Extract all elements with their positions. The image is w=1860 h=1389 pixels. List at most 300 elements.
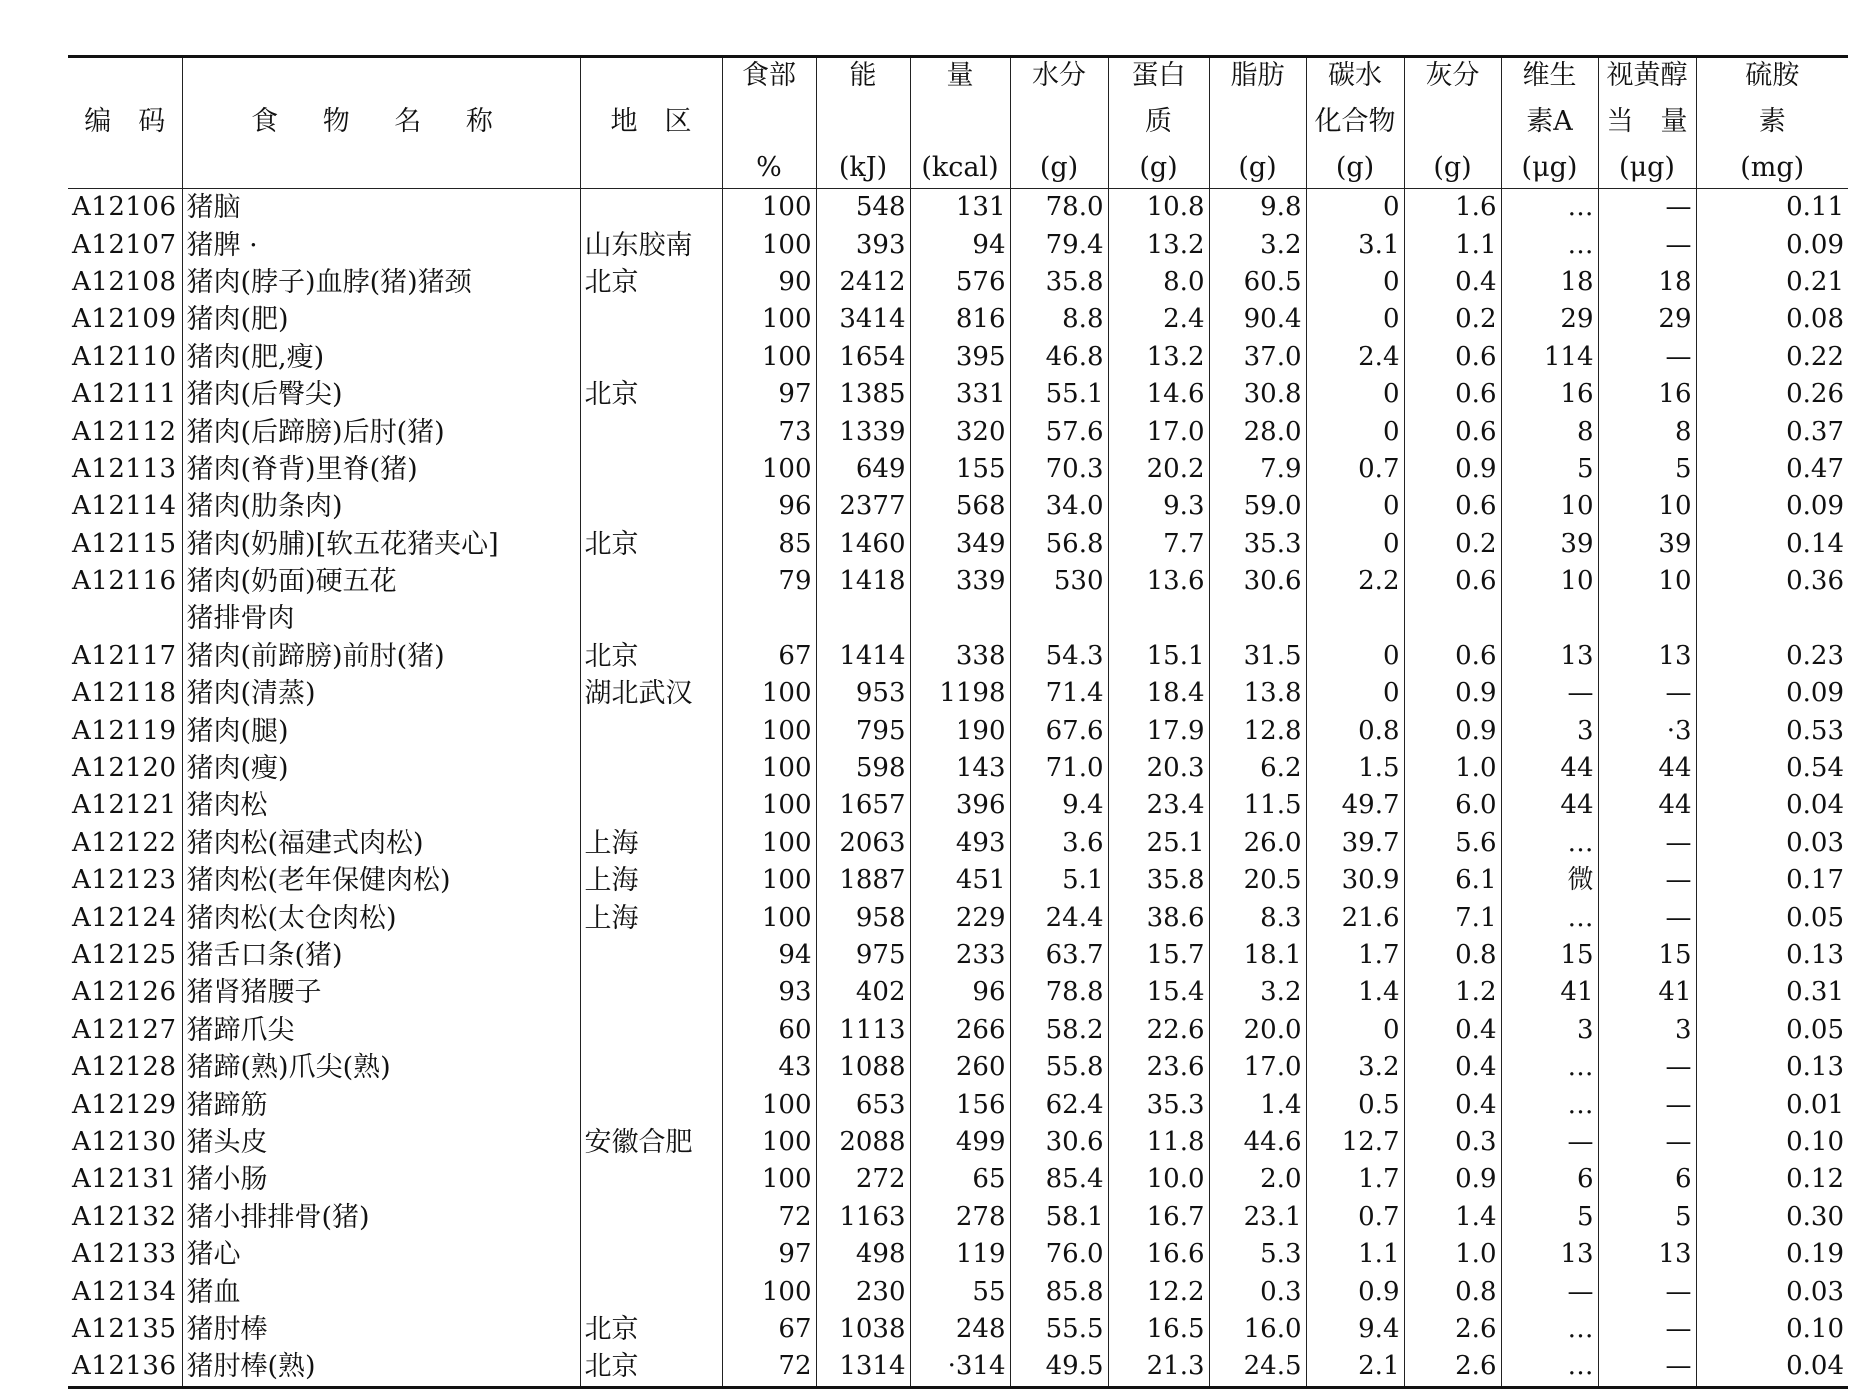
cell-energy-kj: 649 bbox=[816, 451, 910, 488]
cell-water: 3.6 bbox=[1010, 825, 1108, 862]
cell-food-name: 猪肉(清蒸) bbox=[182, 675, 580, 712]
cell-ash: 0.6 bbox=[1404, 339, 1501, 376]
cell-food-name: 猪蹄爪尖 bbox=[182, 1012, 580, 1049]
cell-energy-kj: 1088 bbox=[816, 1049, 910, 1086]
cell-vitamin-a: … bbox=[1501, 226, 1598, 263]
cell-thiamin: 0.19 bbox=[1696, 1236, 1848, 1273]
cell-ash: 5.6 bbox=[1404, 825, 1501, 862]
cell-region bbox=[580, 600, 722, 637]
cell-energy-kcal: 451 bbox=[910, 862, 1010, 899]
cell-protein: 17.9 bbox=[1108, 712, 1209, 749]
cell-carb: 1.7 bbox=[1306, 937, 1404, 974]
cell-code: A12127 bbox=[72, 1014, 177, 1045]
cell-water bbox=[1010, 600, 1108, 637]
cell-vitamin-a: — bbox=[1501, 1273, 1598, 1310]
table-row bbox=[68, 600, 1848, 637]
cell-carb: 0 bbox=[1306, 488, 1404, 525]
cell-protein: 13.2 bbox=[1108, 339, 1209, 376]
cell-retinol: 15 bbox=[1598, 937, 1696, 974]
cell-water: 55.8 bbox=[1010, 1049, 1108, 1086]
cell-retinol: 3 bbox=[1598, 1012, 1696, 1049]
cell-thiamin: 0.12 bbox=[1696, 1161, 1848, 1198]
cell-vitamin-a bbox=[1501, 600, 1598, 637]
cell-food-name: 猪脑 bbox=[182, 189, 580, 227]
cell-vitamin-a: 44 bbox=[1501, 787, 1598, 824]
cell-ash: 1.0 bbox=[1404, 750, 1501, 787]
cell-protein: 7.7 bbox=[1108, 526, 1209, 563]
cell-water: 62.4 bbox=[1010, 1086, 1108, 1123]
header-water: 水分 (g) bbox=[1010, 57, 1108, 189]
cell-energy-kj: 1385 bbox=[816, 376, 910, 413]
cell-ash: 0.9 bbox=[1404, 712, 1501, 749]
cell-fat: 0.3 bbox=[1209, 1273, 1306, 1310]
table-row bbox=[68, 899, 1848, 936]
cell-energy-kcal: 816 bbox=[910, 301, 1010, 338]
cell-water: 58.1 bbox=[1010, 1199, 1108, 1236]
cell-vitamin-a: — bbox=[1501, 675, 1598, 712]
cell-thiamin: 0.21 bbox=[1696, 264, 1848, 301]
cell-thiamin: 0.05 bbox=[1696, 1012, 1848, 1049]
table-row bbox=[68, 488, 1848, 525]
table-row bbox=[68, 301, 1848, 338]
cell-vitamin-a: 3 bbox=[1501, 712, 1598, 749]
cell-ash: 1.1 bbox=[1404, 226, 1501, 263]
cell-code: A12133 bbox=[72, 1239, 177, 1270]
cell-ash: 0.4 bbox=[1404, 1086, 1501, 1123]
cell-carb: 1.4 bbox=[1306, 974, 1404, 1011]
cell-carb: 0 bbox=[1306, 1012, 1404, 1049]
cell-ash: 0.6 bbox=[1404, 376, 1501, 413]
cell-edible: 43 bbox=[722, 1049, 816, 1086]
cell-water: 54.3 bbox=[1010, 638, 1108, 675]
cell-water: 35.8 bbox=[1010, 264, 1108, 301]
table-row bbox=[68, 413, 1848, 450]
cell-energy-kcal: 190 bbox=[910, 712, 1010, 749]
cell-water: 63.7 bbox=[1010, 937, 1108, 974]
cell-water: 57.6 bbox=[1010, 413, 1108, 450]
cell-region: 湖北武汉 bbox=[580, 675, 722, 712]
cell-thiamin: 0.09 bbox=[1696, 488, 1848, 525]
cell-ash: 0.6 bbox=[1404, 563, 1501, 600]
cell-retinol: 6 bbox=[1598, 1161, 1696, 1198]
cell-carb: 49.7 bbox=[1306, 787, 1404, 824]
cell-retinol: — bbox=[1598, 862, 1696, 899]
cell-edible: 100 bbox=[722, 787, 816, 824]
cell-region bbox=[580, 937, 722, 974]
cell-fat: 23.1 bbox=[1209, 1199, 1306, 1236]
cell-fat: 6.2 bbox=[1209, 750, 1306, 787]
table-row bbox=[68, 1086, 1848, 1123]
cell-fat: 20.5 bbox=[1209, 862, 1306, 899]
table-row bbox=[68, 339, 1848, 376]
cell-vitamin-a: 114 bbox=[1501, 339, 1598, 376]
cell-retinol: — bbox=[1598, 1311, 1696, 1348]
cell-energy-kj: 653 bbox=[816, 1086, 910, 1123]
cell-food-name: 猪肉(肥) bbox=[182, 301, 580, 338]
cell-edible: 67 bbox=[722, 1311, 816, 1348]
cell-vitamin-a: 16 bbox=[1501, 376, 1598, 413]
cell-thiamin: 0.47 bbox=[1696, 451, 1848, 488]
cell-thiamin: 0.23 bbox=[1696, 638, 1848, 675]
header-vitamin-a: 维生 素A (μg) bbox=[1501, 57, 1598, 189]
cell-code: A12113 bbox=[72, 453, 177, 484]
cell-energy-kj: 795 bbox=[816, 712, 910, 749]
cell-food-name: 猪脾 · bbox=[182, 226, 580, 263]
cell-thiamin: 0.14 bbox=[1696, 526, 1848, 563]
cell-region bbox=[580, 301, 722, 338]
cell-thiamin: 0.11 bbox=[1696, 189, 1848, 227]
table-row bbox=[68, 1273, 1848, 1310]
table-row bbox=[68, 1012, 1848, 1049]
cell-protein: 23.4 bbox=[1108, 787, 1209, 824]
cell-energy-kj: 598 bbox=[816, 750, 910, 787]
cell-food-name: 猪肾猪腰子 bbox=[182, 974, 580, 1011]
cell-retinol: 44 bbox=[1598, 750, 1696, 787]
cell-food-name: 猪肉(肥,瘦) bbox=[182, 339, 580, 376]
cell-fat: 9.8 bbox=[1209, 189, 1306, 227]
cell-energy-kj: 1339 bbox=[816, 413, 910, 450]
cell-protein: 15.1 bbox=[1108, 638, 1209, 675]
cell-energy-kj: 1414 bbox=[816, 638, 910, 675]
cell-edible: 100 bbox=[722, 1161, 816, 1198]
cell-vitamin-a: … bbox=[1501, 1049, 1598, 1086]
table-row bbox=[68, 750, 1848, 787]
cell-ash: 0.2 bbox=[1404, 526, 1501, 563]
cell-food-name: 猪肘棒 bbox=[182, 1311, 580, 1348]
cell-edible: 90 bbox=[722, 264, 816, 301]
cell-thiamin: 0.13 bbox=[1696, 1049, 1848, 1086]
cell-carb: 0 bbox=[1306, 301, 1404, 338]
cell-code: A12128 bbox=[72, 1052, 177, 1083]
cell-code: A12126 bbox=[72, 977, 177, 1008]
cell-energy-kcal: 499 bbox=[910, 1124, 1010, 1161]
cell-protein: 20.3 bbox=[1108, 750, 1209, 787]
cell-edible: 100 bbox=[722, 1124, 816, 1161]
cell-energy-kj: 2377 bbox=[816, 488, 910, 525]
cell-ash: 0.6 bbox=[1404, 638, 1501, 675]
cell-thiamin: 0.09 bbox=[1696, 226, 1848, 263]
cell-vitamin-a: 3 bbox=[1501, 1012, 1598, 1049]
cell-fat: 16.0 bbox=[1209, 1311, 1306, 1348]
cell-food-name: 猪肉松(福建式肉松) bbox=[182, 825, 580, 862]
cell-protein: 16.5 bbox=[1108, 1311, 1209, 1348]
cell-water: 71.4 bbox=[1010, 675, 1108, 712]
cell-thiamin: 0.01 bbox=[1696, 1086, 1848, 1123]
cell-code: A12115 bbox=[72, 528, 177, 559]
header-energy-kj: 能 (kJ) bbox=[816, 57, 910, 189]
cell-ash: 0.9 bbox=[1404, 1161, 1501, 1198]
cell-edible: 67 bbox=[722, 638, 816, 675]
cell-edible: 73 bbox=[722, 413, 816, 450]
header-region: 地 区 bbox=[580, 57, 722, 189]
cell-vitamin-a: 10 bbox=[1501, 563, 1598, 600]
cell-carb: 0 bbox=[1306, 526, 1404, 563]
cell-fat: 28.0 bbox=[1209, 413, 1306, 450]
cell-vitamin-a: 39 bbox=[1501, 526, 1598, 563]
cell-code: A12120 bbox=[72, 753, 177, 784]
cell-energy-kj: 548 bbox=[816, 189, 910, 227]
cell-thiamin: 0.13 bbox=[1696, 937, 1848, 974]
cell-code: A12114 bbox=[72, 491, 177, 522]
table-row bbox=[68, 189, 1848, 227]
cell-food-name: 猪肉(瘦) bbox=[182, 750, 580, 787]
cell-water: 76.0 bbox=[1010, 1236, 1108, 1273]
cell-vitamin-a: 6 bbox=[1501, 1161, 1598, 1198]
cell-vitamin-a: 13 bbox=[1501, 1236, 1598, 1273]
cell-protein: 35.8 bbox=[1108, 862, 1209, 899]
nutrition-table bbox=[68, 55, 1848, 1389]
cell-ash: 0.8 bbox=[1404, 937, 1501, 974]
cell-energy-kcal: ·314 bbox=[910, 1348, 1010, 1387]
cell-code: A12125 bbox=[72, 940, 177, 970]
header-retinol: 视黄醇 当 量 (μg) bbox=[1598, 57, 1696, 189]
cell-energy-kj: 1113 bbox=[816, 1012, 910, 1049]
cell-thiamin: 0.22 bbox=[1696, 339, 1848, 376]
cell-region: 北京 bbox=[580, 526, 722, 563]
cell-code: A12116 bbox=[72, 566, 177, 597]
cell-edible bbox=[722, 600, 816, 637]
cell-region: 山东胶南 bbox=[580, 226, 722, 263]
cell-water: 55.1 bbox=[1010, 376, 1108, 413]
cell-fat: 7.9 bbox=[1209, 451, 1306, 488]
cell-energy-kj: 1314 bbox=[816, 1348, 910, 1387]
cell-energy-kcal: 338 bbox=[910, 638, 1010, 675]
cell-energy-kcal: 395 bbox=[910, 339, 1010, 376]
cell-retinol: 13 bbox=[1598, 638, 1696, 675]
cell-retinol: — bbox=[1598, 1124, 1696, 1161]
cell-ash: 0.8 bbox=[1404, 1273, 1501, 1310]
cell-thiamin: 0.31 bbox=[1696, 974, 1848, 1011]
cell-retinol: — bbox=[1598, 1086, 1696, 1123]
cell-carb: 2.2 bbox=[1306, 563, 1404, 600]
cell-energy-kj: 393 bbox=[816, 226, 910, 263]
cell-code: A12131 bbox=[72, 1164, 177, 1195]
cell-food-name: 猪排骨肉 bbox=[182, 600, 580, 637]
cell-energy-kcal bbox=[910, 600, 1010, 637]
cell-code: A12134 bbox=[72, 1276, 177, 1307]
cell-region: 北京 bbox=[580, 638, 722, 675]
cell-retinol: — bbox=[1598, 1049, 1696, 1086]
cell-edible: 100 bbox=[722, 675, 816, 712]
cell-energy-kj: 1163 bbox=[816, 1199, 910, 1236]
cell-region bbox=[580, 339, 722, 376]
cell-region: 上海 bbox=[580, 862, 722, 899]
cell-region bbox=[580, 1161, 722, 1198]
cell-protein: 13.6 bbox=[1108, 563, 1209, 600]
cell-ash: 0.9 bbox=[1404, 675, 1501, 712]
cell-water: 530 bbox=[1010, 563, 1108, 600]
cell-energy-kj: 3414 bbox=[816, 301, 910, 338]
cell-retinol: — bbox=[1598, 675, 1696, 712]
cell-edible: 100 bbox=[722, 1273, 816, 1310]
cell-energy-kj: 953 bbox=[816, 675, 910, 712]
cell-thiamin: 0.26 bbox=[1696, 376, 1848, 413]
cell-thiamin: 0.17 bbox=[1696, 862, 1848, 899]
cell-code: A12136 bbox=[68, 1348, 182, 1387]
cell-water: 56.8 bbox=[1010, 526, 1108, 563]
cell-fat: 30.6 bbox=[1209, 563, 1306, 600]
cell-thiamin bbox=[1696, 600, 1848, 637]
cell-fat: 5.3 bbox=[1209, 1236, 1306, 1273]
cell-region: 上海 bbox=[580, 825, 722, 862]
table-row bbox=[68, 1348, 1848, 1387]
cell-energy-kcal: 55 bbox=[910, 1273, 1010, 1310]
cell-edible: 100 bbox=[722, 712, 816, 749]
cell-ash: 1.4 bbox=[1404, 1199, 1501, 1236]
cell-retinol: 10 bbox=[1598, 488, 1696, 525]
cell-thiamin: 0.10 bbox=[1696, 1311, 1848, 1348]
table-row bbox=[68, 638, 1848, 675]
cell-region bbox=[580, 1273, 722, 1310]
cell-retinol: 13 bbox=[1598, 1236, 1696, 1273]
table-header bbox=[68, 57, 1848, 189]
cell-protein: 2.4 bbox=[1108, 301, 1209, 338]
cell-carb: 0 bbox=[1306, 413, 1404, 450]
cell-thiamin: 0.09 bbox=[1696, 675, 1848, 712]
cell-protein: 17.0 bbox=[1108, 413, 1209, 450]
cell-region bbox=[580, 1199, 722, 1236]
table-row bbox=[68, 825, 1848, 862]
cell-region bbox=[580, 1236, 722, 1273]
cell-region bbox=[580, 488, 722, 525]
cell-vitamin-a: … bbox=[1501, 189, 1598, 227]
cell-retinol: — bbox=[1598, 1348, 1696, 1387]
cell-fat: 13.8 bbox=[1209, 675, 1306, 712]
cell-carb: 2.4 bbox=[1306, 339, 1404, 376]
cell-code: A12118 bbox=[72, 678, 177, 709]
cell-ash: 1.6 bbox=[1404, 189, 1501, 227]
cell-code: A12135 bbox=[72, 1313, 177, 1344]
table-row bbox=[68, 563, 1848, 600]
cell-energy-kcal: 568 bbox=[910, 488, 1010, 525]
cell-ash: 7.1 bbox=[1404, 899, 1501, 936]
cell-edible: 72 bbox=[722, 1199, 816, 1236]
cell-water: 85.8 bbox=[1010, 1273, 1108, 1310]
cell-retinol: 5 bbox=[1598, 1199, 1696, 1236]
cell-carb: 3.2 bbox=[1306, 1049, 1404, 1086]
cell-carb: 1.1 bbox=[1306, 1236, 1404, 1273]
cell-code: A12123 bbox=[72, 865, 177, 896]
cell-region bbox=[580, 563, 722, 600]
cell-protein: 18.4 bbox=[1108, 675, 1209, 712]
cell-region bbox=[580, 189, 722, 227]
cell-region bbox=[580, 413, 722, 450]
cell-food-name: 猪小排排骨(猪) bbox=[182, 1199, 580, 1236]
cell-energy-kcal: 266 bbox=[910, 1012, 1010, 1049]
cell-fat: 1.4 bbox=[1209, 1086, 1306, 1123]
cell-energy-kcal: 229 bbox=[910, 899, 1010, 936]
cell-food-name: 猪头皮 bbox=[182, 1124, 580, 1161]
cell-ash: 0.4 bbox=[1404, 264, 1501, 301]
cell-energy-kcal: 155 bbox=[910, 451, 1010, 488]
header-fat: 脂肪 (g) bbox=[1209, 57, 1306, 189]
cell-code: A12117 bbox=[72, 640, 177, 671]
cell-protein: 15.7 bbox=[1108, 937, 1209, 974]
cell-code: A12111 bbox=[72, 379, 177, 410]
cell-vitamin-a: 13 bbox=[1501, 638, 1598, 675]
cell-code: A12107 bbox=[72, 229, 177, 260]
cell-energy-kj: 230 bbox=[816, 1273, 910, 1310]
cell-ash: 0.9 bbox=[1404, 451, 1501, 488]
cell-energy-kj: 1038 bbox=[816, 1311, 910, 1348]
cell-edible: 100 bbox=[722, 899, 816, 936]
table-row bbox=[68, 264, 1848, 301]
cell-energy-kcal: 331 bbox=[910, 376, 1010, 413]
cell-food-name: 猪肉(奶脯)[软五花猪夹心] bbox=[182, 526, 580, 563]
cell-ash: 0.3 bbox=[1404, 1124, 1501, 1161]
cell-energy-kj: 2412 bbox=[816, 264, 910, 301]
cell-water: 5.1 bbox=[1010, 862, 1108, 899]
cell-food-name: 猪舌口条(猪) bbox=[182, 937, 580, 974]
cell-code: A12119 bbox=[72, 715, 177, 746]
cell-fat: 3.2 bbox=[1209, 226, 1306, 263]
cell-vitamin-a: 5 bbox=[1501, 1199, 1598, 1236]
cell-edible: 100 bbox=[722, 189, 816, 227]
cell-energy-kcal: 65 bbox=[910, 1161, 1010, 1198]
cell-energy-kcal: 396 bbox=[910, 787, 1010, 824]
table-row bbox=[68, 376, 1848, 413]
cell-carb: 9.4 bbox=[1306, 1311, 1404, 1348]
cell-water: 71.0 bbox=[1010, 750, 1108, 787]
cell-protein: 9.3 bbox=[1108, 488, 1209, 525]
cell-energy-kcal: 1198 bbox=[910, 675, 1010, 712]
cell-energy-kcal: 339 bbox=[910, 563, 1010, 600]
cell-carb: 0.5 bbox=[1306, 1086, 1404, 1123]
cell-edible: 100 bbox=[722, 226, 816, 263]
cell-water: 46.8 bbox=[1010, 339, 1108, 376]
cell-ash: 1.2 bbox=[1404, 974, 1501, 1011]
cell-region bbox=[580, 1012, 722, 1049]
cell-energy-kj: 1418 bbox=[816, 563, 910, 600]
cell-retinol: — bbox=[1598, 226, 1696, 263]
cell-energy-kj: 498 bbox=[816, 1236, 910, 1273]
cell-carb: 0 bbox=[1306, 264, 1404, 301]
cell-food-name: 猪肉(奶面)硬五花 bbox=[182, 563, 580, 600]
cell-code: A12124 bbox=[72, 902, 177, 933]
cell-energy-kcal: 349 bbox=[910, 526, 1010, 563]
table-row bbox=[68, 1049, 1848, 1086]
cell-food-name: 猪肉松(太仓肉松) bbox=[182, 899, 580, 936]
cell-region bbox=[580, 451, 722, 488]
cell-water: 30.6 bbox=[1010, 1124, 1108, 1161]
cell-food-name: 猪蹄(熟)爪尖(熟) bbox=[182, 1049, 580, 1086]
cell-vitamin-a: … bbox=[1501, 825, 1598, 862]
cell-protein: 16.6 bbox=[1108, 1236, 1209, 1273]
header-food-name: 食 物 名 称 bbox=[182, 57, 580, 189]
cell-energy-kcal: 119 bbox=[910, 1236, 1010, 1273]
cell-food-name: 猪肉(后臀尖) bbox=[182, 376, 580, 413]
cell-code: A12110 bbox=[72, 341, 177, 372]
cell-retinol: 5 bbox=[1598, 451, 1696, 488]
cell-vitamin-a: 15 bbox=[1501, 937, 1598, 974]
cell-energy-kj: 2063 bbox=[816, 825, 910, 862]
cell-energy-kcal: 320 bbox=[910, 413, 1010, 450]
cell-thiamin: 0.53 bbox=[1696, 712, 1848, 749]
cell-region bbox=[580, 750, 722, 787]
cell-food-name: 猪肉(脖子)血脖(猪)猪颈 bbox=[182, 264, 580, 301]
cell-edible: 100 bbox=[722, 1086, 816, 1123]
cell-food-name: 猪肉(腿) bbox=[182, 712, 580, 749]
cell-retinol: 10 bbox=[1598, 563, 1696, 600]
cell-fat: 17.0 bbox=[1209, 1049, 1306, 1086]
cell-code: A12112 bbox=[72, 416, 177, 447]
cell-ash: 2.6 bbox=[1404, 1348, 1501, 1387]
cell-edible: 96 bbox=[722, 488, 816, 525]
cell-carb: 0 bbox=[1306, 376, 1404, 413]
cell-carb: 0.7 bbox=[1306, 451, 1404, 488]
cell-edible: 100 bbox=[722, 862, 816, 899]
cell-thiamin: 0.04 bbox=[1696, 787, 1848, 824]
